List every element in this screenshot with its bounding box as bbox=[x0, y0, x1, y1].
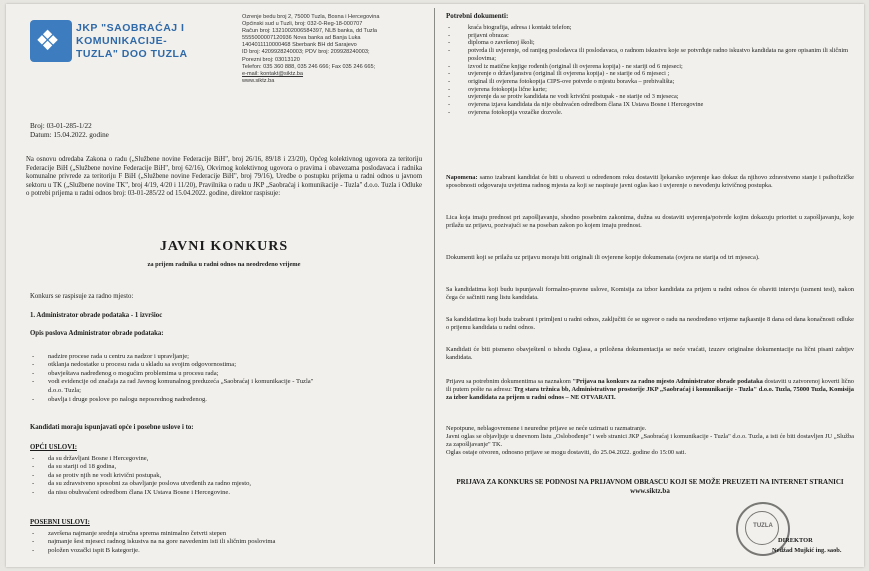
note-text: samo izabrani kandidat će biti u obavezi u određenom roku dostaviti ljekarsko uvjerenje kao dokaz da njihovo zdravstveno stanje i psihofizičke sposobnosti odgovaraju uvjetima radnog mjesta za koji se raspisuje javni oglas kao i uvjerenje o nevođenju krivičnog postupka. bbox=[446, 174, 854, 190]
job-description-list bbox=[30, 353, 313, 387]
list-item: - obavlja i druge poslove po nalogu neposrednog nadređenog. bbox=[30, 396, 207, 404]
company-name-line: KOMUNIKACIJE- bbox=[76, 35, 168, 47]
contact-line: Općinski sud u Tuzli, broj: 032-0-Reg-18-000707 bbox=[242, 21, 363, 28]
conditions-title: Kandidati moraju ispunjavati opće i posebne uslove i to: bbox=[30, 424, 194, 431]
list-item: - potvrda ili uvjerenje, od ranijeg poslodavca ili poslodavaca, o radnom iskustvu koje se potvrđuje radno iskustvo kandidata na gore opisanim ili sličnim poslovima; bbox=[446, 47, 856, 62]
company-name-line: JKP "SAOBRAĆAJ I bbox=[76, 22, 185, 34]
job-description-title: Opis poslova Administrator obrade podataka: bbox=[30, 330, 164, 337]
letterhead bbox=[10, 8, 430, 110]
document-number: Broj: 03-01-285-1/22 bbox=[30, 122, 92, 130]
required-documents-title: Potrebni dokumenti: bbox=[446, 12, 509, 20]
list-item: - uvjerenje o državljanstvu (original ili ovjerena kopija) - ne starije od 6 mjeseci ; bbox=[446, 70, 856, 78]
list-item: - nadzire procese rada u centru za nadzor i upravljanje; bbox=[30, 353, 313, 361]
list-item: - obavještava nadređenog o mogućim problemima u procesu rada; bbox=[30, 370, 313, 378]
list-item: - original ili ovjerena fotokopija CIPS-ove potvrde o mjestu boravka – prebivališta; bbox=[446, 78, 856, 86]
company-contact-block bbox=[242, 14, 432, 85]
list-item: - vodi evidencije od značaja za rad Javnog komunalnog preduzeća „Saobraćaj i komunikacije - Tuzla" bbox=[30, 378, 313, 386]
final-note-line: Javni oglas se objavljuje u dnevnom listu „Oslobođenje" i web stranici JKP „Saobraćaj i komunikacije - Tuzla" d.o.o. Tuzla, a isti će biti dostavljen JU „Služba za zapošljavanje" TK. bbox=[446, 433, 854, 449]
note-label: Napomena: bbox=[446, 174, 478, 181]
contact-website: www.siktz.ba bbox=[242, 77, 275, 84]
list-item: - položen vozački ispit B kategorije. bbox=[30, 547, 275, 555]
submission-label: "Prijava na konkurs za radno mjesto Administrator obrade podataka bbox=[572, 378, 763, 385]
list-item: - najmanje šest mjeseci radnog iskustva na na gore navedenim isti ili sličnim poslovima bbox=[30, 538, 275, 546]
list-item: - da su stariji od 18 godina, bbox=[30, 463, 251, 471]
contact-email: e-mail: kontakt@siktz.ba bbox=[242, 70, 304, 77]
column-divider bbox=[434, 8, 435, 564]
contract-paragraph: Sa kandidatima koji budu izabrani i primljeni u radni odnos, zaključiti će se ugovor o radu na neodređeno vrijeme najkasnije 8 dana od dana konačnosti odluke o prijemu kandidata u radni odnos. bbox=[446, 316, 854, 332]
contact-line: Račun broj: 1321002006584397, NLB banka, dd Tuzla bbox=[242, 28, 377, 35]
position-intro: Konkurs se raspisuje za radno mjesto: bbox=[30, 293, 134, 300]
contact-line: Telefon: 035 360 888, 035 246 666; Fax 035 246 665; bbox=[242, 63, 376, 70]
document-meta bbox=[30, 122, 109, 140]
job-description-list-end bbox=[30, 396, 207, 404]
final-note-line: Nepotpune, neblagovremene i neuredne prijave se neće uzimati u razmatranje. bbox=[446, 425, 647, 432]
final-note bbox=[446, 425, 854, 457]
required-documents-list bbox=[446, 24, 856, 116]
interview-paragraph: Sa kandidatima koji budu ispunjavali formalno-pravne uslove, Komisija za izbor kandidata za prijem u radni odnos će obaviti intervju (usmeni test), nakon čega će sačiniti rang listu kandidata. bbox=[446, 286, 854, 302]
list-item: - izvod iz matične knjige rođenih (original ili ovjerena kopija) - ne stariji od 6 mjeseci; bbox=[446, 63, 856, 71]
final-note-line: Oglas ostaje otvoren, odnosno prijave se mogu dostaviti, do 25.04.2022. godine do 15:00 sati. bbox=[446, 449, 687, 457]
list-item: - diploma o završenoj školi; bbox=[446, 39, 856, 47]
list-item: - da su zdravstveno sposobni za obavljanje poslova utvrđenih za radno mjesto, bbox=[30, 480, 251, 488]
priority-paragraph: Lica koja imaju prednost pri zapošljavanju, shodno posebnim zakonima, dužna su dostaviti uvjerenja/potvrde kojim dokazuju prioritet u zapošljavanju, koje prilažu uz prijavu, pozivajući se na poseban zakon po kojem imaju prednost. bbox=[446, 214, 854, 230]
list-item: - uvjerenje da se protiv kandidata ne vodi krivični postupak - ne starije od 3 mjeseca; bbox=[446, 93, 856, 101]
stamp-text: TUZLA bbox=[753, 523, 773, 529]
submission-address: Trg stara tržnica bb, Administrativne prostorije JKP „Saobraćaj i komunikacije - Tuzla" d.o.o. Tuzla, 75000 Tuzla, Komisija za izbor kandidata za prijem u radni odnos – NE OTVARATI. bbox=[446, 386, 854, 402]
notification-paragraph: Kandidati će biti pismeno obavještenl o ishodu Oglasa, a priložena dokumentacija se neće vraćati, izuzev originalne dokumentacije na lični pisani zahtjev kandidata. bbox=[446, 346, 854, 362]
list-item-continuation: d.o.o. Tuzla; bbox=[48, 387, 81, 394]
contact-line: 5555000007120936 Nova banka ad Banja Luka bbox=[242, 35, 361, 42]
signature-name: Nedžad Mujkić ing. saob. bbox=[772, 547, 842, 554]
list-item: - da se protiv njih ne vodi krivični postupak, bbox=[30, 472, 251, 480]
submission-text: Prijavu sa potrebnim dokumentima sa naznakom bbox=[446, 378, 573, 385]
submission-text-2: dostaviti u zatvorenoj koverti lično ili putem pošte na adresu: bbox=[446, 378, 854, 394]
special-conditions-list bbox=[30, 530, 275, 555]
list-item: - ovjerena fotokopija lične karte; bbox=[446, 86, 856, 94]
list-item: - da nisu obuhvaćeni odredbom člana IX Ustava Bosne i Hercegovine. bbox=[30, 489, 251, 497]
contact-line: 1404011110000468 Sberbank BH dd Sarajevo bbox=[242, 42, 357, 49]
position-title: 1. Administrator obrade podataka - 1 izvršioc bbox=[30, 312, 163, 319]
general-conditions-title: OPĆI USLOVI: bbox=[30, 444, 78, 451]
left-column bbox=[6, 4, 434, 567]
contact-line: Porezni broj: 03013120 bbox=[242, 56, 300, 63]
page-subtitle: za prijem radnika u radni odnos na neodređeno vrijeme bbox=[147, 261, 301, 268]
list-item: - prijavni obrazac bbox=[446, 32, 856, 40]
company-logo-icon: ❖ bbox=[30, 20, 72, 62]
right-column bbox=[438, 4, 862, 567]
list-item: - završena najmanje srednja stručna sprema minimalno četvrti stepen bbox=[30, 530, 275, 538]
special-conditions-title: POSEBNI USLOVI: bbox=[30, 519, 90, 526]
signature-title: DIREKTOR bbox=[778, 537, 813, 544]
document-date: Datum: 15.04.2022. godine bbox=[30, 131, 109, 139]
list-item: - kraća biografija, adresa i kontakt telefon; bbox=[446, 24, 856, 32]
documents-copy-paragraph: Dokumenti koji se prilažu uz prijavu moraju biti originali ili ovjerene kopije dokumenata (ovjera ne starija od tri mjeseca). bbox=[446, 254, 760, 261]
note-paragraph bbox=[446, 174, 854, 190]
legal-basis-paragraph: Na osnovu odredaba Zakona o radu („Službene novine Federacije BiH", broj 26/16, 89/18 i 23/20), Općeg kolektivnog ugovora za teritoriju Federacije BiH („Službene novine Federacije BiH", broj 62/16), Okvirnog kolektivnog ugovora o pravima i obavezama poslodavaca i radnika komunalne privrede za teritoriju F BiH („Službene novine Federacije BiH", broj 79/16), Uredbe o postupku prijema u radni odnos u javnom sektoru u TK („Službene novine TK", broj 4/19, 4/20 i 11/20), Pravilnika o radu u JKP „Saobraćaj i komunikacije - Tuzla" d.o.o. Tuzla i Odluke o potrebi prijema u radni odnos broj: 03-01-285/22 od 15.04.2022. godine, direktor raspisuje: bbox=[26, 156, 422, 198]
company-name-line: TUZLA" DOO TUZLA bbox=[76, 48, 188, 60]
list-item: - da su državljani Bosne i Hercegovine, bbox=[30, 455, 251, 463]
list-item: - ovjerena izjava kandidata da nije obuhvaćen odredbom člana IX Ustava Bosne i Hercegovine bbox=[446, 101, 856, 109]
general-conditions-list bbox=[30, 455, 251, 497]
page-title: JAVNI KONKURS bbox=[159, 239, 289, 254]
newspaper-page bbox=[6, 4, 864, 567]
list-item: - otklanja nedostatke u procesu rada u skladu sa svojim odgovornostima; bbox=[30, 361, 313, 369]
contact-line: Ozrenje bedu broj 2, 75000 Tuzla, Bosna i Hercegovina bbox=[242, 14, 380, 20]
closing-notice: PRIJAVA ZA KONKURS SE PODNOSI NA PRIJAVNOM OBRASCU KOJI SE MOŽE PREUZETI NA INTERNET STRANICI www.siktz.ba bbox=[456, 478, 844, 495]
list-item: - ovjerena fotokopija vozačke dozvole. bbox=[446, 109, 856, 117]
contact-line: ID broj: 4209928240003; PDV broj: 209928240003; bbox=[242, 49, 370, 56]
company-name bbox=[76, 22, 246, 61]
submission-paragraph bbox=[446, 378, 854, 402]
